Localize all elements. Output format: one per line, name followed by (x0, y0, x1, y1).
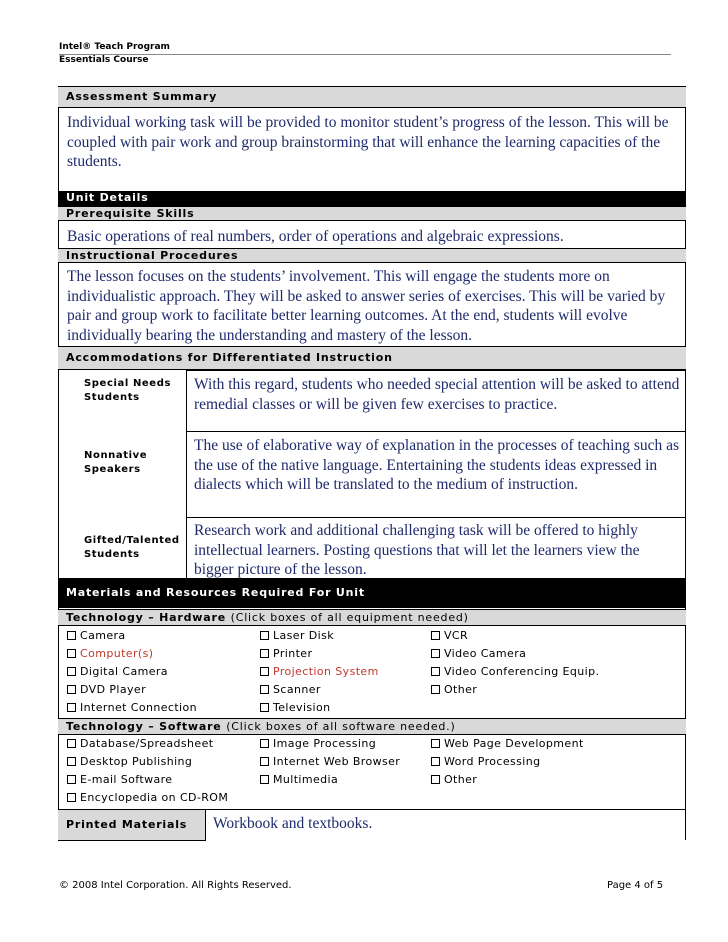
hw-vcr-checkbox[interactable] (431, 628, 468, 644)
checkbox-label: Word Processing (444, 755, 541, 768)
checkbox-label: Video Camera (444, 647, 527, 660)
checkbox-label: Multimedia (273, 773, 339, 786)
checkbox-label: Other (444, 773, 478, 786)
accommodations-heading: Accommodations for Differentiated Instruction (58, 346, 686, 370)
checkbox-label: Camera (80, 629, 126, 642)
instructional-heading: Instructional Procedures (58, 248, 686, 263)
hw-printer-checkbox[interactable] (260, 646, 312, 662)
checkbox-label: Image Processing (273, 737, 377, 750)
checkbox-label: Scanner (273, 683, 321, 696)
checkbox-label: Digital Camera (80, 665, 168, 678)
prerequisite-heading: Prerequisite Skills (58, 206, 686, 221)
checkbox-label: Other (444, 683, 478, 696)
program-title: Intel® Teach Program (59, 42, 170, 52)
checkbox-label: Encyclopedia on CD-ROM (80, 791, 229, 804)
checkbox-label: Desktop Publishing (80, 755, 193, 768)
acc-column-divider (186, 370, 187, 578)
checkbox-label: Web Page Development (444, 737, 584, 750)
copyright: © 2008 Intel Corporation. All Rights Reserved. (59, 880, 292, 891)
materials-heading: Materials and Resources Required For Unit (58, 578, 686, 608)
sw-other-checkbox[interactable] (431, 772, 477, 788)
unit-details-heading: Unit Details (58, 191, 686, 206)
sw-image-processing-checkbox[interactable] (260, 736, 376, 752)
checkbox-label: Internet Web Browser (273, 755, 401, 768)
hw-internet-checkbox[interactable] (67, 700, 197, 716)
sw-database-checkbox[interactable] (67, 736, 213, 752)
hw-laser-disk-checkbox[interactable] (260, 628, 334, 644)
checkbox-label: DVD Player (80, 683, 146, 696)
software-heading (58, 718, 686, 735)
checkbox-label: Database/Spreadsheet (80, 737, 214, 750)
hw-dvd-player-checkbox[interactable] (67, 682, 146, 698)
gifted-label: Gifted/Talented Students (84, 535, 180, 560)
hw-other-checkbox[interactable] (431, 682, 477, 698)
sw-desktop-publishing-checkbox[interactable] (67, 754, 192, 770)
software-title: Technology – Software (66, 720, 222, 733)
acc-rule (186, 517, 686, 518)
software-note: (Click boxes of all software needed.) (226, 720, 456, 733)
checkbox-label: Television (273, 701, 331, 714)
nonnative-label: Nonnative Speakers (84, 450, 148, 475)
hw-scanner-checkbox[interactable] (260, 682, 321, 698)
hw-projection-checkbox[interactable] (260, 664, 379, 680)
checkbox-label: E-mail Software (80, 773, 173, 786)
printed-rule (206, 809, 686, 810)
printed-materials-text: Workbook and textbooks. (213, 815, 373, 832)
hardware-heading (58, 609, 686, 626)
hw-computers-checkbox[interactable] (67, 646, 153, 662)
sw-encyclopedia-checkbox[interactable] (67, 790, 228, 806)
checkbox-label: Printer (273, 647, 313, 660)
acc-rule (186, 370, 686, 371)
special-needs-text: With this regard, students who needed special attention will be asked to attend remedial classes or will be given few exercises to practice. (194, 376, 680, 413)
hw-video-conf-checkbox[interactable] (431, 664, 599, 680)
checkbox-label: Computer(s) (80, 647, 154, 660)
checkbox-label: Internet Connection (80, 701, 198, 714)
acc-rule (186, 431, 686, 432)
assessment-text: Individual working task will be provided to monitor student’s progress of the lesson. This will be coupled with pair work and group brainstorming that will enhance the learning capacities of the students. (67, 114, 669, 170)
sw-web-browser-checkbox[interactable] (260, 754, 400, 770)
sw-email-checkbox[interactable] (67, 772, 172, 788)
hw-digital-camera-checkbox[interactable] (67, 664, 168, 680)
assessment-heading: Assessment Summary (58, 86, 686, 108)
hw-video-camera-checkbox[interactable] (431, 646, 526, 662)
checkbox-label: Projection System (273, 665, 379, 678)
page-number: Page 4 of 5 (607, 880, 664, 891)
checkbox-label: Video Conferencing Equip. (444, 665, 600, 678)
sw-word-processing-checkbox[interactable] (431, 754, 541, 770)
hw-camera-checkbox[interactable] (67, 628, 126, 644)
hardware-title: Technology – Hardware (66, 611, 226, 624)
hw-television-checkbox[interactable] (260, 700, 331, 716)
course-title: Essentials Course (59, 55, 149, 65)
checkbox-label: Laser Disk (273, 629, 335, 642)
nonnative-text: The use of elaborative way of explanation in the processes of teaching such as the use of the native language. Entertaining the students ideas expressed in dialects which will be translated to the medium of instruction. (194, 437, 680, 493)
header-rule (59, 54, 671, 55)
special-needs-label: Special Needs Students (84, 378, 171, 403)
sw-multimedia-checkbox[interactable] (260, 772, 338, 788)
hardware-note: (Click boxes of all equipment needed) (230, 611, 469, 624)
sw-web-dev-checkbox[interactable] (431, 736, 584, 752)
prerequisite-text: Basic operations of real numbers, order of operations and algebraic expressions. (67, 228, 564, 245)
printed-materials-label: Printed Materials (58, 809, 206, 841)
checkbox-label: VCR (444, 629, 469, 642)
gifted-text: Research work and additional challenging task will be offered to highly intellectual learners. Posting questions that will let the learners view the bigger picture of the lesson. (194, 522, 640, 578)
instructional-text: The lesson focuses on the students’ involvement. This will engage the students more on individualistic approach. They will be asked to answer series of exercises. This will be varied by pair and group work to facilitate better learning outcomes. At the end, students will evolve individually bearing the understanding and mastery of the lesson. (67, 268, 666, 344)
